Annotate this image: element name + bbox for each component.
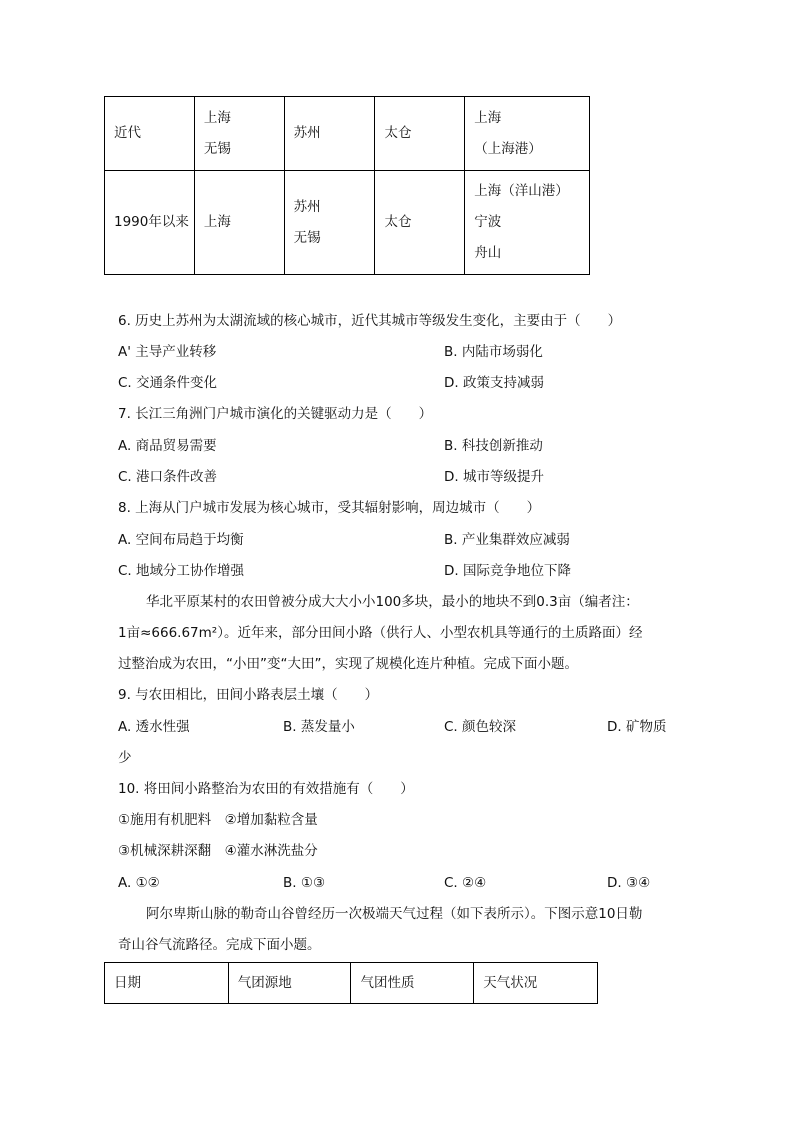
- weather-table: [104, 962, 598, 1004]
- option-a: A. 空间布局趋于均衡: [118, 532, 244, 548]
- cell-text: 宁波: [474, 214, 502, 230]
- cell-text: 太仓: [384, 125, 412, 141]
- question-8-stem: 8. 上海从门户城市发展为核心城市，受其辐射影响，周边城市（ ）: [118, 500, 541, 516]
- option-c: C. 地域分工协作增强: [118, 563, 245, 579]
- option-a: A. ①②: [118, 875, 160, 891]
- table-cell: [284, 97, 375, 171]
- option-c: C. 交通条件变化: [118, 375, 218, 391]
- option-b: B. 产业集群效应减弱: [444, 532, 570, 548]
- table-header-row: [105, 963, 598, 1004]
- option-d: D. 国际竞争地位下降: [444, 563, 571, 579]
- passage-line: 过整治成为农田，“小田”变“大田”，实现了规模化连片种植。完成下面小题。: [118, 656, 578, 672]
- cell-text: 上海: [474, 109, 502, 126]
- cell-text: （上海港）: [474, 140, 542, 157]
- option-a: A. 透水性强: [118, 719, 190, 735]
- option-d: D. 城市等级提升: [444, 469, 544, 485]
- passage-line: 奇山谷气流路径。完成下面小题。: [118, 937, 321, 953]
- statement-items: ③机械深耕深翻 ④灌水淋洗盐分: [118, 843, 318, 859]
- table-cell: [465, 97, 590, 171]
- option-d: D. 矿物质: [607, 719, 667, 735]
- table-cell: [375, 171, 465, 275]
- cell-text: 1990年以来: [114, 214, 189, 230]
- passage-line: 华北平原某村的农田曾被分成大大小小100多块，最小的地块不到0.3亩（编者注：: [146, 594, 639, 610]
- option-b: B. 蒸发量小: [283, 719, 355, 735]
- question-10-stem: 10. 将田间小路整治为农田的有效措施有（ ）: [118, 781, 414, 797]
- header-cell: 日期: [105, 963, 229, 1004]
- option-d: D. ③④: [607, 875, 651, 891]
- cell-text: 无锡: [203, 140, 231, 157]
- table-row: [105, 97, 590, 171]
- table-cell: [105, 171, 195, 275]
- header-cell: 气团源地: [228, 963, 351, 1004]
- cell-text: 上海: [203, 214, 231, 230]
- option-b: B. ①③: [283, 875, 326, 891]
- question-7-stem: 7. 长江三角洲门户城市演化的关键驱动力是（ ）: [118, 406, 433, 422]
- city-evolution-table: [104, 96, 590, 275]
- table-row: [105, 171, 590, 275]
- cell-text: 近代: [114, 125, 141, 141]
- option-b: B. 科技创新推动: [444, 438, 543, 454]
- option-c: C. 颜色较深: [444, 719, 517, 735]
- statement-items: ①施用有机肥料 ②增加黏粒含量: [118, 812, 318, 828]
- table-cell: [105, 97, 195, 171]
- option-b: B. 内陆市场弱化: [444, 344, 543, 360]
- header-cell: 天气状况: [474, 963, 598, 1004]
- table-cell: [465, 171, 590, 275]
- option-c: C. ②④: [444, 875, 487, 891]
- option-a: A' 主导产业转移: [118, 344, 217, 360]
- cell-text: 上海（洋山港）: [474, 183, 569, 199]
- cell-text: 舟山: [474, 245, 502, 261]
- cell-text: 上海: [203, 109, 231, 126]
- passage-line: 阿尔卑斯山脉的勒奇山谷曾经历一次极端天气过程（如下表所示）。下图示意10日勒: [146, 906, 643, 922]
- option-c: C. 港口条件改善: [118, 469, 218, 485]
- table-cell: [194, 171, 284, 275]
- table-cell: [284, 171, 375, 275]
- option-d: D. 政策支持减弱: [444, 375, 544, 391]
- option-a: A. 商品贸易需要: [118, 438, 217, 454]
- table-cell: [375, 97, 465, 171]
- cell-text: 苏州: [293, 198, 321, 215]
- question-6-stem: 6. 历史上苏州为太湖流域的核心城市，近代其城市等级发生变化，主要由于（ ）: [118, 313, 622, 329]
- header-cell: 气团性质: [351, 963, 474, 1004]
- cell-text: 太仓: [384, 214, 412, 230]
- passage-line: 1亩≈666.67m²）。近年来，部分田间小路（供行人、小型农机具等通行的土质路面）经: [118, 625, 643, 641]
- question-9-stem: 9. 与农田相比，田间小路表层土壤（ ）: [118, 687, 379, 703]
- cell-text: 苏州: [293, 125, 321, 141]
- cell-text: 无锡: [293, 229, 321, 246]
- table-cell: [194, 97, 284, 171]
- option-d-continued: 少: [118, 750, 132, 766]
